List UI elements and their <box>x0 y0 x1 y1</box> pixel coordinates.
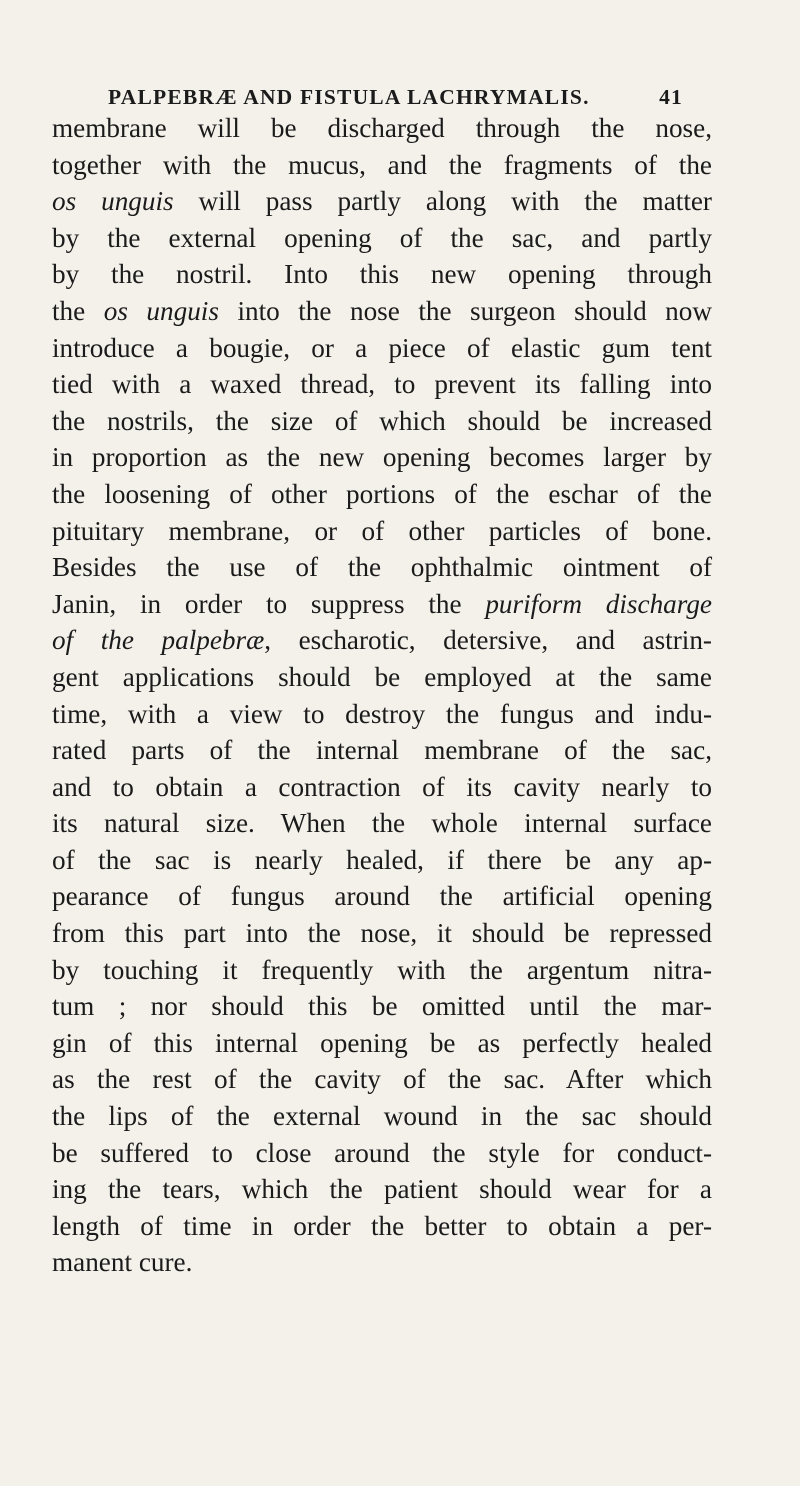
text-line <box>52 513 712 550</box>
text-line <box>52 988 712 1025</box>
text-segment: ing the tears, which the patient should wear for a <box>52 1174 712 1205</box>
text-segment: the <box>52 295 104 326</box>
text-line <box>52 732 712 769</box>
text-segment: from this part into the nose, it should be repressed <box>52 918 712 949</box>
text-segment: membrane will be discharged through the nose, <box>52 113 712 143</box>
text-segment: into the nose the surgeon should now <box>218 295 712 326</box>
text-line <box>52 805 712 842</box>
text-line <box>52 952 712 989</box>
text-segment: the loosening of other portions of the eschar of the <box>52 478 712 509</box>
page-number: 41 <box>659 85 683 109</box>
text-segment: will pass partly along with the matter <box>173 186 712 217</box>
text-line <box>52 330 712 367</box>
text-segment: by touching it frequently with the argentum nitra- <box>52 954 712 985</box>
text-line <box>52 622 712 659</box>
text-line <box>52 1061 712 1098</box>
text-segment: tum ; nor should this be omitted until the mar- <box>52 991 712 1022</box>
text-line <box>52 183 712 220</box>
text-line <box>52 1208 712 1245</box>
text-line <box>52 769 712 806</box>
text-segment: together with the mucus, and the fragments of the <box>52 149 712 180</box>
text-segment: introduce a bougie, or a piece of elastic gum tent <box>52 332 712 363</box>
text-segment: length of time in order the better to obtain a per- <box>52 1210 712 1241</box>
text-segment: by the nostril. Into this new opening through <box>52 259 712 290</box>
text-line <box>52 696 712 733</box>
text-segment: pituitary membrane, or of other particles of bone. <box>52 515 712 546</box>
text-segment: Janin, in order to suppress the <box>52 588 486 619</box>
text-line <box>52 842 712 879</box>
text-segment: and to obtain a contraction of its cavity nearly to <box>52 771 712 802</box>
body-text <box>52 110 712 1281</box>
text-segment: pearance of fungus around the artificial opening <box>52 881 712 912</box>
text-segment: Besides the use of the ophthalmic ointment of <box>52 552 712 583</box>
running-title: PALPEBRÆ AND FISTULA LACHRYMALIS. <box>108 85 590 109</box>
italic-text: of the palpebræ <box>52 625 265 656</box>
text-segment: the nostrils, the size of which should be increased <box>52 405 712 436</box>
text-segment: tied with a waxed thread, to prevent its falling into <box>52 369 712 400</box>
text-line <box>52 1171 712 1208</box>
italic-text: os unguis <box>103 295 219 326</box>
text-line <box>52 1244 712 1281</box>
text-line <box>52 1025 712 1062</box>
text-segment: manent cure. <box>52 1247 193 1278</box>
italic-text: puriform discharge <box>485 588 712 619</box>
text-line <box>52 586 712 623</box>
text-segment: its natural size. When the whole internal surface <box>52 808 712 839</box>
text-segment: gin of this internal opening be as perfectly healed <box>52 1027 712 1058</box>
text-segment: by the external opening of the sac, and partly <box>52 222 712 253</box>
text-line <box>52 549 712 586</box>
text-line <box>52 403 712 440</box>
text-line <box>52 147 712 184</box>
text-line <box>52 256 712 293</box>
text-line <box>52 110 712 147</box>
text-line <box>52 366 712 403</box>
text-line <box>52 476 712 513</box>
text-segment: as the rest of the cavity of the sac. After which <box>52 1064 712 1095</box>
text-line <box>52 220 712 257</box>
text-line <box>52 293 712 330</box>
text-line <box>52 659 712 696</box>
text-line <box>52 915 712 952</box>
text-segment: rated parts of the internal membrane of the sac, <box>52 735 712 766</box>
text-segment: gent applications should be employed at the same <box>52 661 712 692</box>
text-segment: the lips of the external wound in the sac should <box>52 1101 712 1132</box>
text-segment: , escharotic, detersive, and astrin- <box>264 625 712 656</box>
text-segment: in proportion as the new opening becomes larger by <box>52 442 712 473</box>
text-line <box>52 1098 712 1135</box>
text-line <box>52 439 712 476</box>
text-line <box>52 878 712 915</box>
text-segment: time, with a view to destroy the fungus and indu- <box>52 698 712 729</box>
text-segment: of the sac is nearly healed, if there be any ap- <box>52 844 712 875</box>
italic-text: os unguis <box>52 186 174 217</box>
text-segment: be suffered to close around the style for conduct- <box>52 1137 712 1168</box>
text-line <box>52 1135 712 1172</box>
